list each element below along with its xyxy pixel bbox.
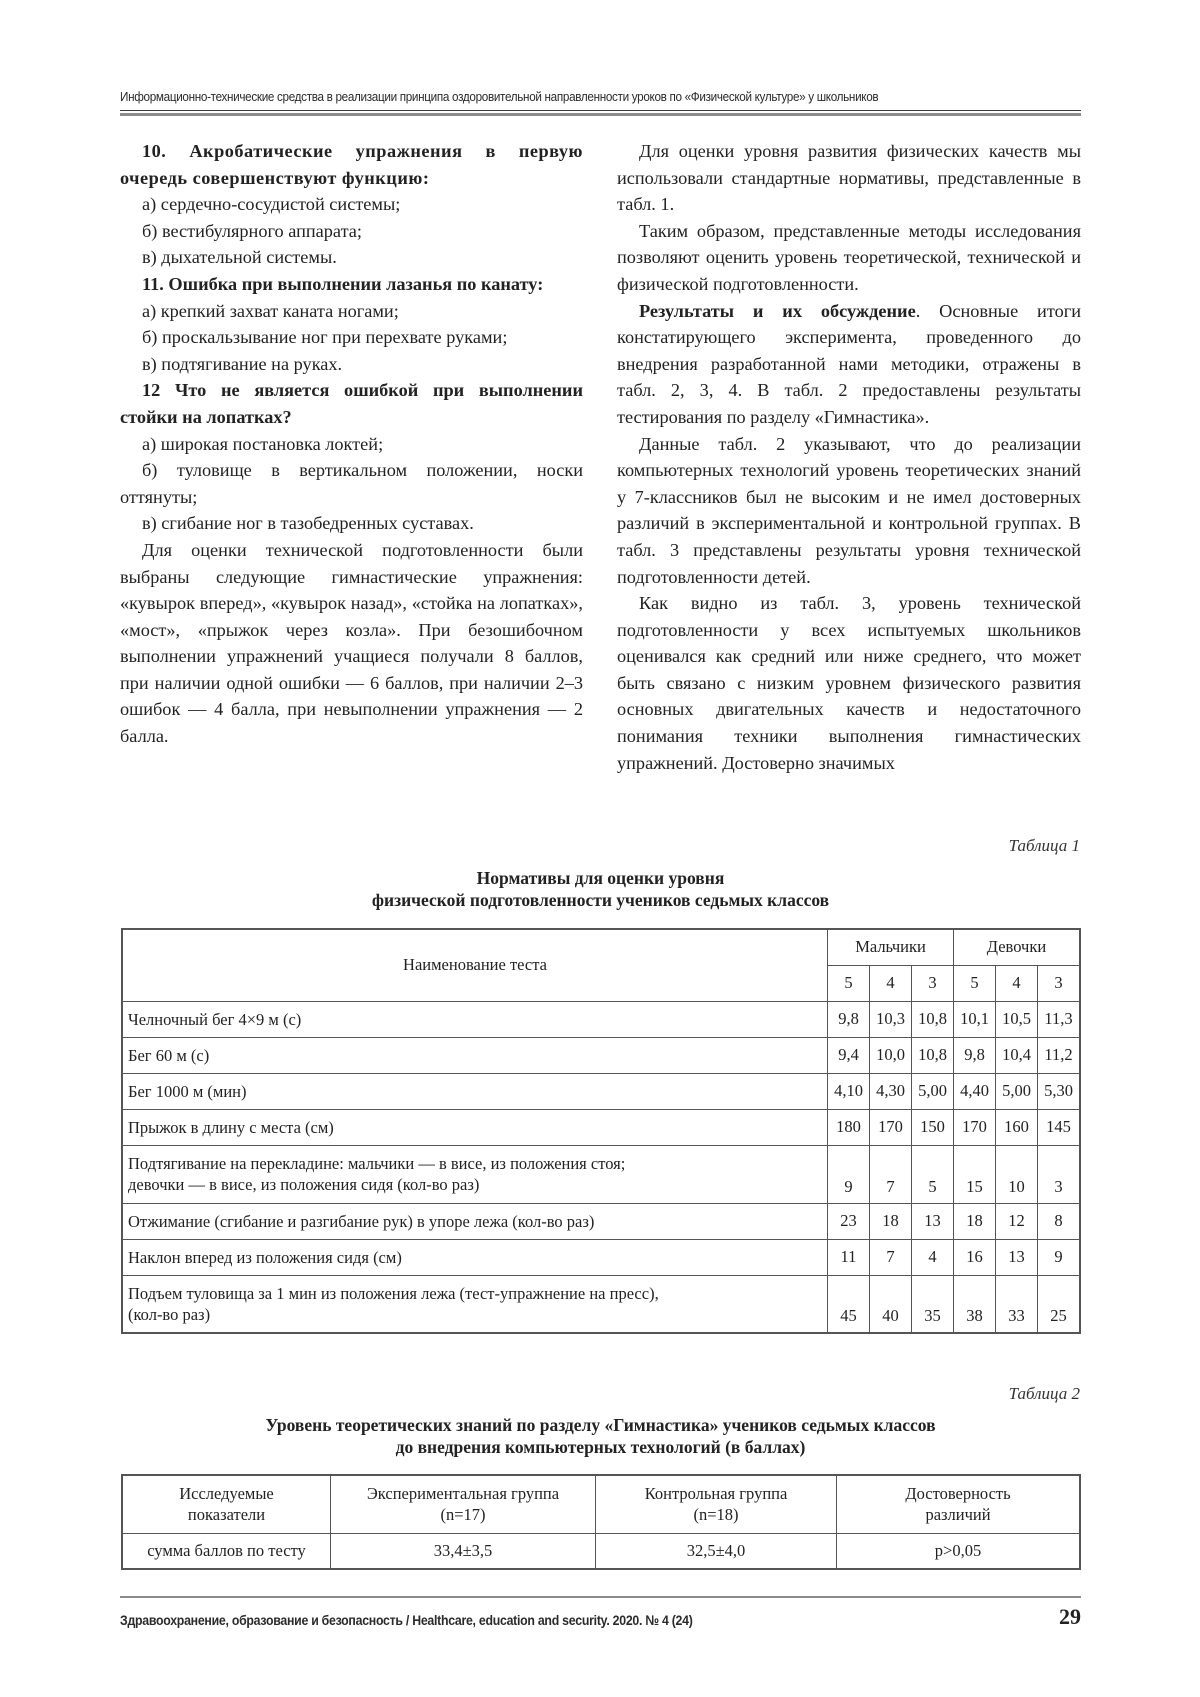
table1-header-name: Наименование теста bbox=[122, 929, 828, 1001]
table1-physical-standards bbox=[121, 928, 1081, 1334]
value-cell: 4,40 bbox=[954, 1073, 996, 1109]
table2-header-experimental bbox=[331, 1475, 596, 1533]
table2-title-line1: Уровень теоретических знаний по разделу «Гимнастика» учеников седьмых классов bbox=[265, 1415, 936, 1435]
value-cell: 10 bbox=[996, 1145, 1038, 1203]
table-row bbox=[122, 1275, 1080, 1333]
value-cell: 9,8 bbox=[828, 1001, 870, 1037]
value-cell: 18 bbox=[870, 1203, 912, 1239]
table1-grade: 3 bbox=[912, 965, 954, 1001]
value-cell: 160 bbox=[996, 1109, 1038, 1145]
test-name: Прыжок в длину с места (см) bbox=[122, 1109, 828, 1145]
table1-grade: 5 bbox=[954, 965, 996, 1001]
header-line2: (n=17) bbox=[440, 1505, 486, 1525]
value-cell: 45 bbox=[828, 1275, 870, 1333]
table-row bbox=[122, 1073, 1080, 1109]
value-cell: 10,8 bbox=[912, 1037, 954, 1073]
header-rule bbox=[120, 110, 1081, 111]
test-name: Наклон вперед из положения сидя (см) bbox=[122, 1239, 828, 1275]
table-row bbox=[122, 1533, 1080, 1569]
table1-grade: 4 bbox=[870, 965, 912, 1001]
table1-grade: 3 bbox=[1038, 965, 1081, 1001]
value-cell: 9,8 bbox=[954, 1037, 996, 1073]
table1-title bbox=[120, 867, 1081, 911]
results-text: . Основные итоги констатирующего эксперимента, проведенного до внедрения разработанной нами методики, отражены в табл. 2, 3, 4. В табл. 2 предоставлены результаты тестирования по разделу «Гимнастика». bbox=[617, 300, 1082, 427]
table1-header-girls: Девочки bbox=[954, 929, 1081, 965]
test-name bbox=[122, 1275, 828, 1333]
paragraph-physical-standards: Для оценки уровня развития физических качеств мы использовали стандартные нормативы, представленные в табл. 1. bbox=[617, 141, 1081, 215]
test-name-line1: Подтягивание на перекладине: мальчики — в висе, из положения стоя; bbox=[128, 1154, 626, 1173]
table2-title-line2: до внедрения компьютерных технологий (в баллах) bbox=[395, 1437, 806, 1457]
table-row bbox=[122, 1203, 1080, 1239]
paragraph-table3-discussion: Как видно из табл. 3, уровень технической подготовленности у всех испытуемых школьников оценивался как средний или ниже среднего, что может быть связано с низким уровнем физического развития основных двигательных качеств и недостаточного понимания техники выполнения гимнастических упражнений. Достоверно значимых bbox=[617, 593, 1081, 773]
header-rule-thick bbox=[120, 113, 1081, 116]
value-cell: 15 bbox=[954, 1145, 996, 1203]
value-cell: 7 bbox=[870, 1145, 912, 1203]
question-11-option-a: а) крепкий захват каната ногами; bbox=[142, 300, 399, 321]
value-cell: 170 bbox=[954, 1109, 996, 1145]
value-cell: 40 bbox=[870, 1275, 912, 1333]
table1-header-boys: Мальчики bbox=[828, 929, 954, 965]
value-cell: 10,8 bbox=[912, 1001, 954, 1037]
table1-grade: 5 bbox=[828, 965, 870, 1001]
running-header: Информационно-технические средства в реализации принципа оздоровительной направленности уроков по «Физической культуре» у школьников bbox=[120, 90, 879, 104]
value-cell: 11 bbox=[828, 1239, 870, 1275]
right-column bbox=[617, 138, 1081, 776]
value-cell: 16 bbox=[954, 1239, 996, 1275]
value-cell: 23 bbox=[828, 1203, 870, 1239]
table-row bbox=[122, 1109, 1080, 1145]
table1-title-line2: физической подготовленности учеников седьмых классов bbox=[371, 890, 830, 910]
value-cell: 150 bbox=[912, 1109, 954, 1145]
question-12-option-b: б) туловище в вертикальном положении, носки оттянуты; bbox=[120, 460, 583, 507]
value-cell: 8 bbox=[1038, 1203, 1081, 1239]
significance-value: p>0,05 bbox=[837, 1533, 1081, 1569]
journal-citation: Здравоохранение, образование и безопасность / Healthcare, education and security. 2020. № 4 (24) bbox=[120, 1612, 693, 1628]
test-name: Отжимание (сгибание и разгибание рук) в упоре лежа (кол-во раз) bbox=[122, 1203, 828, 1239]
footer-rule bbox=[120, 1596, 1081, 1598]
value-cell: 5 bbox=[912, 1145, 954, 1203]
indicator-cell: сумма баллов по тесту bbox=[122, 1533, 331, 1569]
value-cell: 33 bbox=[996, 1275, 1038, 1333]
value-cell: 5,00 bbox=[996, 1073, 1038, 1109]
value-cell: 12 bbox=[996, 1203, 1038, 1239]
results-heading: Результаты и их обсуждение bbox=[639, 300, 916, 321]
table1-grade: 4 bbox=[996, 965, 1038, 1001]
value-cell: 10,3 bbox=[870, 1001, 912, 1037]
value-cell: 5,30 bbox=[1038, 1073, 1081, 1109]
value-cell: 11,2 bbox=[1038, 1037, 1081, 1073]
header-line2: различий bbox=[925, 1505, 991, 1525]
question-11-title: 11. Ошибка при выполнении лазанья по канату: bbox=[142, 273, 544, 294]
value-cell: 10,5 bbox=[996, 1001, 1038, 1037]
paragraph-table2-discussion: Данные табл. 2 указывают, что до реализации компьютерных технологий уровень теоретических знаний у 7-классников был не высоким и не имел достоверных различий в экспериментальной и контрольной группах. В табл. 3 представлены результаты уровня технической подготовленности детей. bbox=[617, 433, 1081, 587]
table2-header-significance bbox=[837, 1475, 1081, 1533]
question-11-option-b: б) проскальзывание ног при перехвате руками; bbox=[142, 327, 508, 348]
value-cell: 10,0 bbox=[870, 1037, 912, 1073]
header-line1: Контрольная группа bbox=[644, 1484, 788, 1504]
paragraph-technical-assessment: Для оценки технической подготовленности были выбраны следующие гимнастические упражнения: «кувырок вперед», «кувырок назад», «стойка на лопатках», «мост», «прыжок через козла». При безошибочном выполнении упражнений учащиеся получали 8 баллов, при наличии одной ошибки — 6 баллов, при наличии 2–3 ошибок — 4 балла, при невыполнении упражнения — 2 балла. bbox=[120, 539, 583, 747]
table-row bbox=[122, 1145, 1080, 1203]
header-line1: Экспериментальная группа bbox=[366, 1484, 560, 1504]
value-cell: 13 bbox=[996, 1239, 1038, 1275]
table1-title-line1: Нормативы для оценки уровня bbox=[476, 868, 725, 888]
paragraph-results bbox=[617, 298, 1081, 431]
value-cell: 9,4 bbox=[828, 1037, 870, 1073]
value-cell: 170 bbox=[870, 1109, 912, 1145]
control-value: 32,5±4,0 bbox=[596, 1533, 837, 1569]
test-name-line1: Подъем туловища за 1 мин из положения лежа (тест-упражнение на пресс), bbox=[128, 1283, 659, 1303]
question-12-option-c: в) сгибание ног в тазобедренных суставах. bbox=[142, 513, 474, 534]
value-cell: 35 bbox=[912, 1275, 954, 1333]
value-cell: 3 bbox=[1038, 1145, 1081, 1203]
value-cell: 10,1 bbox=[954, 1001, 996, 1037]
table-row bbox=[122, 1037, 1080, 1073]
header-line1: Исследуемые bbox=[179, 1484, 274, 1504]
value-cell: 25 bbox=[1038, 1275, 1081, 1333]
table2-title bbox=[120, 1414, 1081, 1458]
value-cell: 5,00 bbox=[912, 1073, 954, 1109]
test-name: Бег 60 м (с) bbox=[122, 1037, 828, 1073]
test-name bbox=[122, 1145, 828, 1203]
table-row bbox=[122, 1239, 1080, 1275]
header-line2: показатели bbox=[187, 1505, 266, 1525]
value-cell: 10,4 bbox=[996, 1037, 1038, 1073]
value-cell: 4,30 bbox=[870, 1073, 912, 1109]
question-12-title: 12 Что не является ошибкой при выполнении стойки на лопатках? bbox=[120, 380, 583, 427]
table1-label: Таблица 1 bbox=[1008, 836, 1080, 855]
question-10-option-c: в) дыхательной системы. bbox=[142, 247, 337, 268]
value-cell: 145 bbox=[1038, 1109, 1081, 1145]
header-line2: (n=18) bbox=[693, 1505, 739, 1525]
question-12-option-a: а) широкая постановка локтей; bbox=[142, 433, 384, 454]
table2-header-control bbox=[596, 1475, 837, 1533]
test-name-line2: девочки — в висе, из положения сидя (кол-во раз) bbox=[128, 1175, 480, 1194]
table-row bbox=[122, 1001, 1080, 1037]
value-cell: 4 bbox=[912, 1239, 954, 1275]
test-name: Бег 1000 м (мин) bbox=[122, 1073, 828, 1109]
test-name-line2: (кол-во раз) bbox=[128, 1304, 211, 1324]
question-11-option-c: в) подтягивание на руках. bbox=[142, 353, 343, 374]
value-cell: 180 bbox=[828, 1109, 870, 1145]
table2-header-indicators bbox=[122, 1475, 331, 1533]
value-cell: 11,3 bbox=[1038, 1001, 1081, 1037]
question-10-title: 10. Акробатические упражнения в первую очередь совершенствуют функцию: bbox=[120, 141, 583, 188]
page-number: 29 bbox=[1059, 1604, 1081, 1629]
value-cell: 4,10 bbox=[828, 1073, 870, 1109]
paragraph-methods-summary: Таким образом, представленные методы исследования позволяют оценить уровень теоретической, технической и физической подготовленности. bbox=[617, 220, 1081, 294]
value-cell: 7 bbox=[870, 1239, 912, 1275]
value-cell: 18 bbox=[954, 1203, 996, 1239]
question-10-option-a: а) сердечно-сосудистой системы; bbox=[142, 194, 401, 215]
header-line1: Достоверность bbox=[905, 1484, 1011, 1504]
experimental-value: 33,4±3,5 bbox=[331, 1533, 596, 1569]
test-name: Челночный бег 4×9 м (с) bbox=[122, 1001, 828, 1037]
value-cell: 9 bbox=[828, 1145, 870, 1203]
value-cell: 9 bbox=[1038, 1239, 1081, 1275]
table2-label: Таблица 2 bbox=[1008, 1384, 1080, 1403]
left-column bbox=[120, 138, 583, 750]
table2-theoretical-knowledge bbox=[121, 1474, 1081, 1570]
question-10-option-b: б) вестибулярного аппарата; bbox=[142, 220, 362, 241]
value-cell: 13 bbox=[912, 1203, 954, 1239]
value-cell: 38 bbox=[954, 1275, 996, 1333]
